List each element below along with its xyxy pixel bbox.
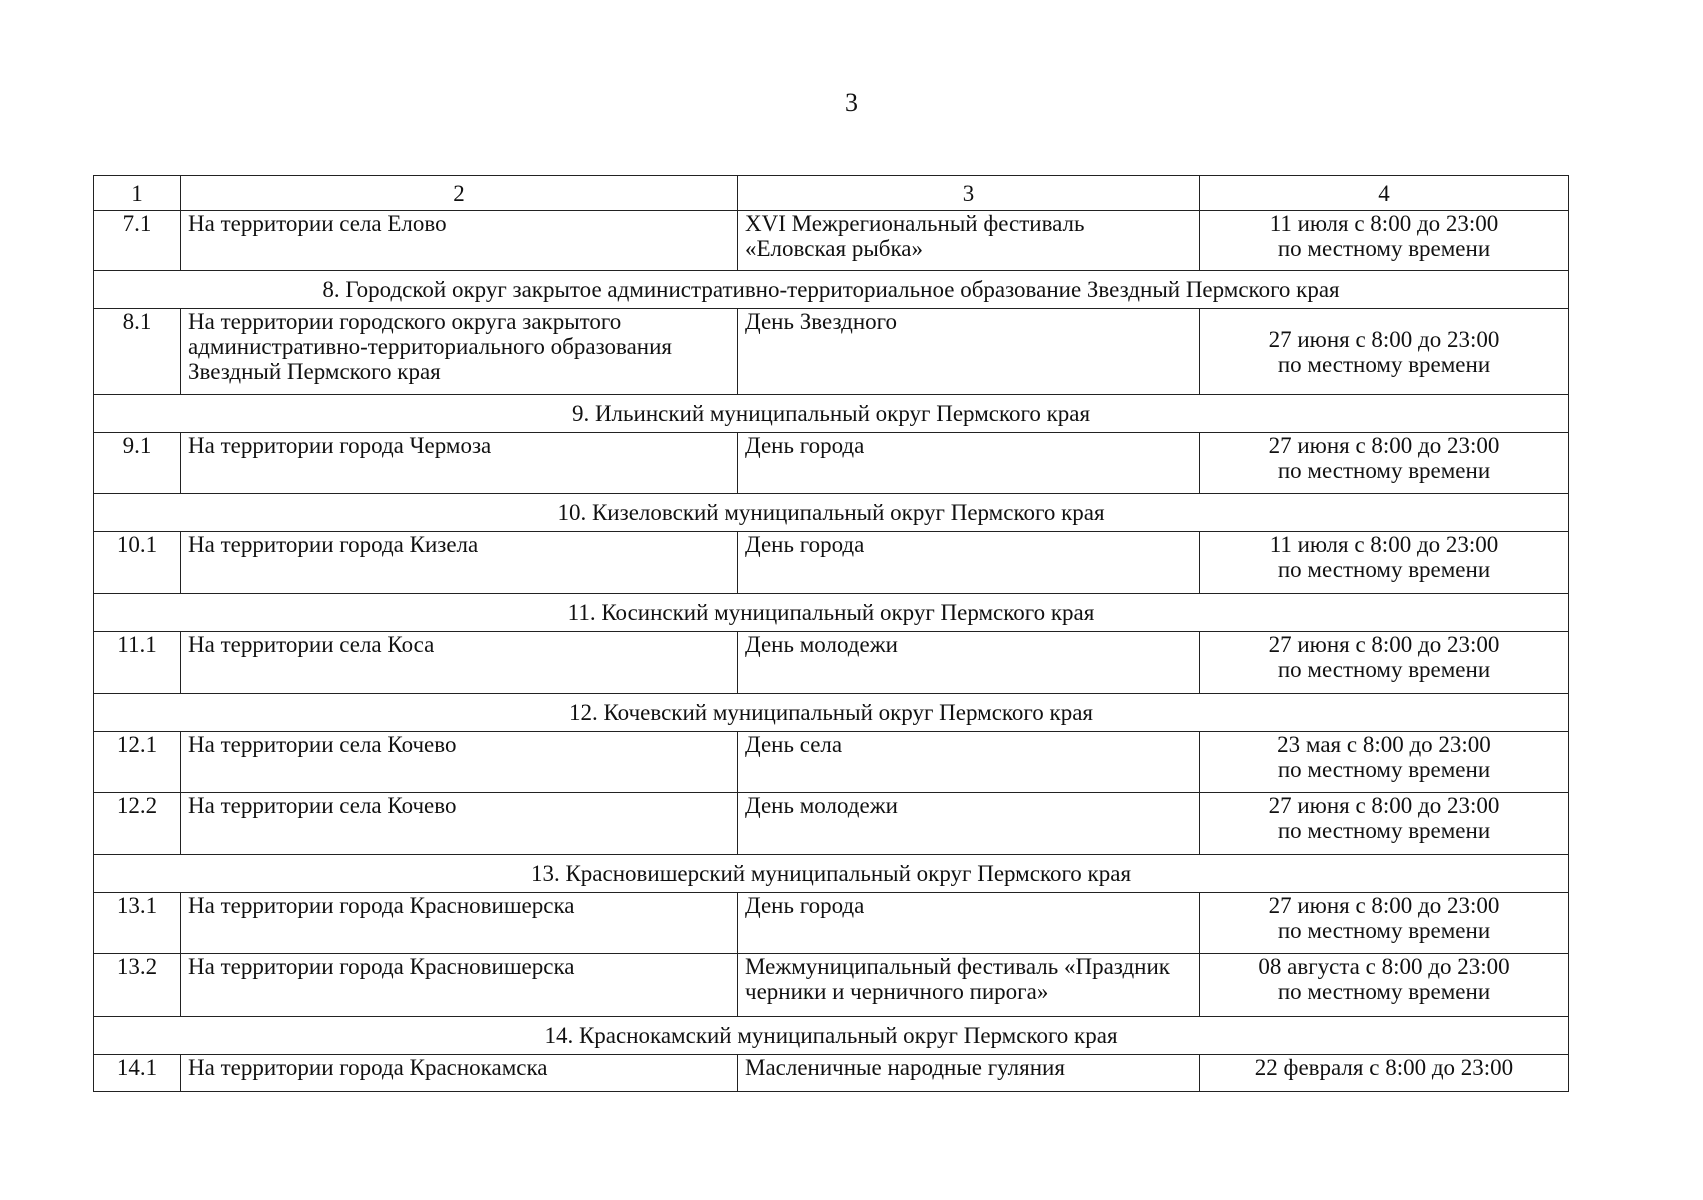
section-row <box>94 855 1569 893</box>
event-line: «Еловская рыбка» <box>745 236 924 261</box>
header-cell-4: 4 <box>1200 176 1569 211</box>
table-row <box>94 211 1569 271</box>
row-number: 13.2 <box>94 954 181 1017</box>
row-time <box>1200 532 1569 594</box>
row-number: 7.1 <box>94 211 181 271</box>
row-place: На территории города Красновишерска <box>181 954 738 1017</box>
table-row <box>94 893 1569 954</box>
place-line: административно-территориального образования <box>188 334 672 359</box>
time-line: по местному времени <box>1277 351 1491 377</box>
place-line: На территории городского округа закрытого <box>188 309 622 334</box>
row-place: На территории города Красновишерска <box>181 893 738 954</box>
row-number: 10.1 <box>94 532 181 594</box>
time-line: 11 июля с 8:00 до 23:00 <box>1269 532 1499 557</box>
time-line: по местному времени <box>1277 979 1491 1004</box>
time-line: 27 июня с 8:00 до 23:00 <box>1268 893 1500 918</box>
row-event: День Звездного <box>738 309 1200 395</box>
section-title: 9. Ильинский муниципальный округ Пермского края <box>94 395 1569 433</box>
section-row <box>94 494 1569 532</box>
row-event <box>738 954 1200 1017</box>
section-title: 14. Краснокамский муниципальный округ Пермского края <box>94 1017 1569 1055</box>
row-place: На территории города Чермоза <box>181 433 738 494</box>
time-line: 27 июня с 8:00 до 23:00 <box>1268 793 1500 818</box>
section-row <box>94 271 1569 309</box>
row-time <box>1200 433 1569 494</box>
time-line: 27 июня с 8:00 до 23:00 <box>1268 632 1500 657</box>
section-row <box>94 1017 1569 1055</box>
section-title: 13. Красновишерский муниципальный округ Пермского края <box>94 855 1569 893</box>
row-time <box>1200 954 1569 1017</box>
time-line: 08 августа с 8:00 до 23:00 <box>1258 954 1510 979</box>
section-title: 8. Городской округ закрытое административно-территориальное образование Звездный Пермского края <box>94 271 1569 309</box>
table-row <box>94 532 1569 594</box>
row-event: День села <box>738 732 1200 793</box>
time-line: 11 июля с 8:00 до 23:00 <box>1269 211 1499 236</box>
header-cell-1: 1 <box>94 176 181 211</box>
time-line: по местному времени <box>1277 657 1491 682</box>
row-place <box>181 309 738 395</box>
row-event: День города <box>738 433 1200 494</box>
table-row <box>94 1055 1569 1092</box>
row-place: На территории города Краснокамска <box>181 1055 738 1092</box>
time-line: по местному времени <box>1277 918 1491 943</box>
header-cell-3: 3 <box>738 176 1200 211</box>
time-line: по местному времени <box>1277 458 1491 483</box>
section-title: 11. Косинский муниципальный округ Пермского края <box>94 594 1569 632</box>
section-title: 10. Кизеловский муниципальный округ Пермского края <box>94 494 1569 532</box>
row-number: 12.2 <box>94 793 181 855</box>
row-event: День города <box>738 532 1200 594</box>
time-line: 23 мая с 8:00 до 23:00 <box>1277 732 1491 757</box>
row-place: На территории села Кочево <box>181 793 738 855</box>
event-line: Межмуниципальный фестиваль «Праздник <box>745 954 1170 979</box>
section-row <box>94 594 1569 632</box>
row-number: 14.1 <box>94 1055 181 1092</box>
event-line: черники и черничного пирога» <box>745 979 1049 1004</box>
row-number: 9.1 <box>94 433 181 494</box>
time-line: 27 июня с 8:00 до 23:00 <box>1268 326 1500 352</box>
table-row <box>94 632 1569 694</box>
place-line: Звездный Пермского края <box>188 359 441 384</box>
row-time <box>1200 211 1569 271</box>
page-number: 3 <box>845 88 858 117</box>
table-header-row <box>94 176 1569 211</box>
section-row <box>94 395 1569 433</box>
row-time <box>1200 793 1569 855</box>
row-time: 22 февраля с 8:00 до 23:00 <box>1200 1055 1569 1092</box>
row-place: На территории села Елово <box>181 211 738 271</box>
event-line: XVI Межрегиональный фестиваль <box>745 211 1085 236</box>
time-line: по местному времени <box>1277 818 1491 843</box>
time-line: 27 июня с 8:00 до 23:00 <box>1268 433 1500 458</box>
row-place: На территории села Коса <box>181 632 738 694</box>
row-place: На территории города Кизела <box>181 532 738 594</box>
row-number: 8.1 <box>94 309 181 395</box>
table-row <box>94 793 1569 855</box>
row-number: 13.1 <box>94 893 181 954</box>
row-time <box>1200 632 1569 694</box>
time-line: по местному времени <box>1277 557 1491 582</box>
row-number: 12.1 <box>94 732 181 793</box>
row-event: День города <box>738 893 1200 954</box>
table-row <box>94 954 1569 1017</box>
row-time <box>1200 732 1569 793</box>
section-row <box>94 694 1569 732</box>
row-event: Масленичные народные гуляния <box>738 1055 1200 1092</box>
row-event: День молодежи <box>738 793 1200 855</box>
row-event <box>738 211 1200 271</box>
table-row <box>94 732 1569 793</box>
header-cell-2: 2 <box>181 176 738 211</box>
row-place: На территории села Кочево <box>181 732 738 793</box>
section-title: 12. Кочевский муниципальный округ Пермского края <box>94 694 1569 732</box>
time-line: по местному времени <box>1277 236 1491 261</box>
row-event: День молодежи <box>738 632 1200 694</box>
table-row <box>94 309 1569 395</box>
table-row <box>94 433 1569 494</box>
row-number: 11.1 <box>94 632 181 694</box>
events-table <box>93 175 1569 1092</box>
row-time <box>1200 893 1569 954</box>
row-time <box>1200 309 1569 395</box>
time-line: по местному времени <box>1277 757 1491 782</box>
